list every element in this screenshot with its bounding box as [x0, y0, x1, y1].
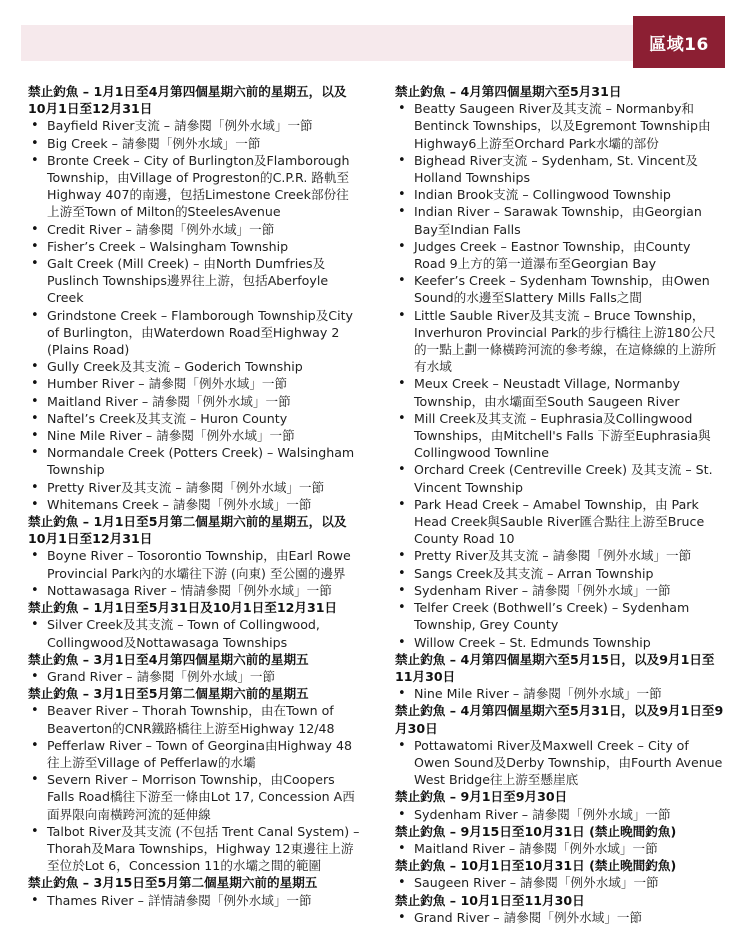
- header-band: [21, 25, 633, 61]
- waterbody-list: [395, 874, 725, 891]
- list-item: • Meux Creek – Neustadt Village, Normanby Township，由水壩面至South Saugeen River: [395, 375, 725, 409]
- list-item: • Boyne River – Tosorontio Township，由Earl Rowe Provincial Park內的水壩往下游 (向東) 至公園的邊界: [28, 547, 360, 581]
- list-item: • Naftel’s Creek及其支流 – Huron County: [28, 410, 360, 427]
- section-header: 禁止釣魚 – 10月1日至11月30日: [395, 892, 585, 908]
- list-item: • Pretty River及其支流 – 請參閱「例外水域」一節: [395, 547, 725, 564]
- list-item: • Mill Creek及其支流 – Euphrasia及Collingwood Townships，由Mitchell's Falls 下游至Euphrasia與Collingwood Townline: [395, 410, 725, 462]
- list-item: • Little Sauble River及其支流 – Bruce Township，Inverhuron Provincial Park的步行橋往上游180公尺的一點上劃一條橫跨河流的參考線，在這條線的上游所有水域: [395, 307, 725, 376]
- list-item: • Severn River – Morrison Township，由Coopers Falls Road橋往下游至一條由Lot 17, Concession A西面界限向南橫跨河流的延伸線: [28, 771, 360, 823]
- list-item: • Thames River – 詳情請參閱「例外水域」一節: [28, 892, 360, 909]
- list-item: • Sydenham River – 請參閱「例外水域」一節: [395, 582, 725, 599]
- list-item: • Maitland River – 請參閱「例外水域」一節: [28, 393, 360, 410]
- list-item: • Judges Creek – Eastnor Township，由County Road 9上方的第一道瀑布至Georgian Bay: [395, 238, 725, 272]
- waterbody-list: [28, 117, 360, 513]
- list-item: • Pottawatomi River及Maxwell Creek – City of Owen Sound及Derby Township，由Fourth Avenue West Bridge往上游至懸崖底: [395, 737, 725, 789]
- list-item: • Pretty River及其支流 – 請參閱「例外水域」一節: [28, 479, 360, 496]
- section-header: 禁止釣魚 – 3月15日至5月第二個星期六前的星期五: [28, 875, 318, 891]
- waterbody-list: [28, 616, 360, 650]
- list-item: • Big Creek – 請參閱「例外水域」一節: [28, 135, 360, 152]
- waterbody-list: [28, 892, 360, 909]
- region-tab: 區域16: [633, 16, 725, 68]
- list-item: • Talbot River及其支流 (不包括 Trent Canal System) – Thorah及Mara Townships，Highway 12東邊往上游至位於Lot 6，Concession 11的水壩之間的範圍: [28, 823, 360, 875]
- section-header: 禁止釣魚 – 10月1日至10月31日 (禁止晚間釣魚): [395, 858, 677, 874]
- right-column: [395, 83, 725, 926]
- section-header: 禁止釣魚 – 1月1日至4月第四個星期六前的星期五，以及10月1日至12月31日: [28, 84, 347, 117]
- list-item: • Beaver River – Thorah Township，由在Town of Beaverton的CNR鐵路橋往上游至Highway 12/48: [28, 702, 360, 736]
- list-item: • Whitemans Creek – 請參閱「例外水域」一節: [28, 496, 360, 513]
- list-item: • Pefferlaw River – Town of Georgina由Highway 48往上游至Village of Pefferlaw的水壩: [28, 737, 360, 771]
- list-item: • Sydenham River – 請參閱「例外水域」一節: [395, 806, 725, 823]
- list-item: • Keefer’s Creek – Sydenham Township，由Owen Sound的水邊至Slattery Mills Falls之間: [395, 272, 725, 306]
- list-item: • Telfer Creek (Bothwell’s Creek) – Sydenham Township, Grey County: [395, 599, 725, 633]
- list-item: • Nottawasaga River – 情請參閱「例外水域」一節: [28, 582, 360, 599]
- list-item: • Humber River – 請參閱「例外水域」一節: [28, 375, 360, 392]
- waterbody-list: [395, 100, 725, 651]
- list-item: • Nine Mile River – 請參閱「例外水域」一節: [395, 685, 725, 702]
- list-item: • Saugeen River – 請參閱「例外水域」一節: [395, 874, 725, 891]
- waterbody-list: [395, 909, 725, 926]
- list-item: • Grand River – 請參閱「例外水域」一節: [395, 909, 725, 926]
- list-item: • Bronte Creek – City of Burlington及Flamborough Township，由Village of Progreston的C.P.R. 路軌至Highway 407的南邊，包括Limestone Creek部份往上游至Town of Milton的SteelesAvenue: [28, 152, 360, 221]
- waterbody-list: [395, 737, 725, 789]
- list-item: • Fisher’s Creek – Walsingham Township: [28, 238, 360, 255]
- section-header: 禁止釣魚 – 4月第四個星期六至5月15日，以及9月1日至11月30日: [395, 651, 715, 684]
- section-header: 禁止釣魚 – 4月第四個星期六至5月31日: [395, 84, 622, 99]
- section-header: 禁止釣魚 – 4月第四個星期六至5月31日，以及9月1日至9月30日: [395, 703, 724, 736]
- list-item: • Normandale Creek (Potters Creek) – Walsingham Township: [28, 444, 360, 478]
- left-column: [28, 83, 360, 909]
- list-item: • Bighead River支流 – Sydenham, St. Vincent及Holland Townships: [395, 152, 725, 186]
- waterbody-list: [395, 806, 725, 823]
- section-header: 禁止釣魚 – 3月1日至4月第四個星期六前的星期五: [28, 651, 309, 667]
- waterbody-list: [395, 840, 725, 857]
- waterbody-list: [28, 547, 360, 599]
- section-header: 禁止釣魚 – 3月1日至5月第二個星期六前的星期五: [28, 686, 309, 702]
- list-item: • Beatty Saugeen River及其支流 – Normanby和Bentinck Townships，以及Egremont Township由Highway6上游至Orchard Park水壩的部份: [395, 100, 725, 152]
- list-item: • Willow Creek – St. Edmunds Township: [395, 634, 725, 651]
- waterbody-list: [28, 702, 360, 874]
- list-item: • Nine Mile River – 請參閱「例外水域」一節: [28, 427, 360, 444]
- waterbody-list: [28, 668, 360, 685]
- section-header: 禁止釣魚 – 1月1日至5月第二個星期六前的星期五，以及10月1日至12月31日: [28, 514, 347, 547]
- list-item: • Bayfield River支流 – 請參閱「例外水域」一節: [28, 117, 360, 134]
- waterbody-list: [395, 685, 725, 702]
- list-item: • Grand River – 請參閱「例外水域」一節: [28, 668, 360, 685]
- section-header: 禁止釣魚 – 1月1日至5月31日及10月1日至12月31日: [28, 600, 338, 616]
- list-item: • Gully Creek及其支流 – Goderich Township: [28, 358, 360, 375]
- list-item: • Credit River – 請參閱「例外水域」一節: [28, 221, 360, 238]
- list-item: • Galt Creek (Mill Creek) – 由North Dumfries及Puslinch Townships邊界往上游，包括Aberfoyle Creek: [28, 255, 360, 307]
- list-item: • Orchard Creek (Centreville Creek) 及其支流 – St. Vincent Township: [395, 461, 725, 495]
- list-item: • Park Head Creek – Amabel Township，由 Park Head Creek與Sauble River匯合點往上游至Bruce County Road 10: [395, 496, 725, 548]
- section-header: 禁止釣魚 – 9月15日至10月31日 (禁止晚間釣魚): [395, 823, 677, 839]
- list-item: • Grindstone Creek – Flamborough Township及City of Burlington，由Waterdown Road至Highway 2 (Plains Road): [28, 307, 360, 359]
- list-item: • Sangs Creek及其支流 – Arran Township: [395, 565, 725, 582]
- list-item: • Silver Creek及其支流 – Town of Collingwood, Collingwood及Nottawasaga Townships: [28, 616, 360, 650]
- list-item: • Indian River – Sarawak Township，由Georgian Bay至Indian Falls: [395, 203, 725, 237]
- list-item: • Maitland River – 請參閱「例外水域」一節: [395, 840, 725, 857]
- list-item: • Indian Brook支流 – Collingwood Township: [395, 186, 725, 203]
- section-header: 禁止釣魚 – 9月1日至9月30日: [395, 789, 568, 805]
